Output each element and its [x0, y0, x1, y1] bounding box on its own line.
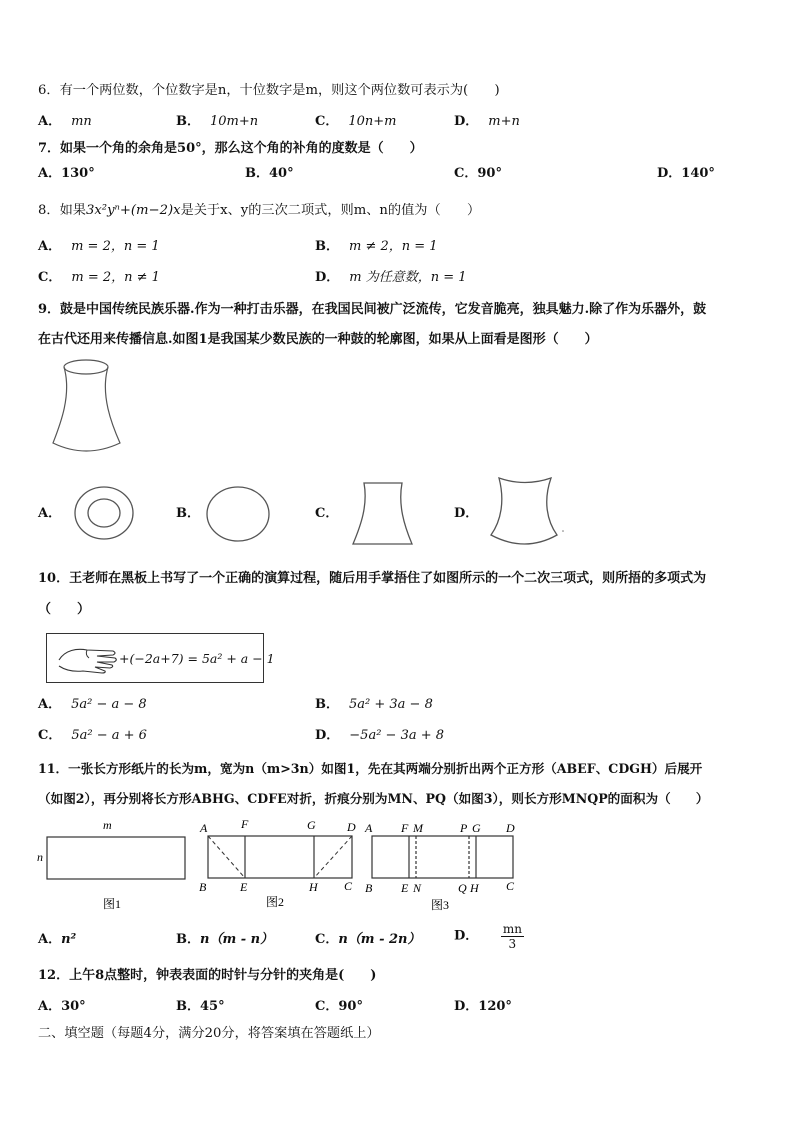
q10-box-expression: +(−2a+7) = 5a² + a − 1: [119, 651, 275, 666]
q6-option-b: B． 10m+n: [176, 114, 259, 129]
svg-text:F: F: [241, 817, 249, 831]
svg-text:F: F: [401, 821, 409, 835]
fig2-caption: 图2: [266, 895, 285, 909]
q8-option-d: D． m 为任意数，n = 1: [315, 270, 467, 285]
q7-stem: 7．如果一个角的余角是50°，那么这个角的补角的度数是（ ）: [38, 141, 423, 156]
svg-text:D: D: [506, 821, 515, 835]
q11-option-b: B．n（m - n）: [176, 932, 274, 947]
q9-line2: 在古代还用来传播信息.如图1是我国某少数民族的一种鼓的轮廓图，如果从上面看是图形（ ）: [38, 332, 598, 347]
svg-text:C: C: [344, 879, 353, 893]
q10-option-d: D． −5a² − 3a + 8: [315, 728, 445, 743]
q8-stem: 8．如果3x²yⁿ+(m−2)x是关于x、y的三次二项式，则m、n的值为（ ）: [38, 203, 481, 218]
q12-option-d: D．120°: [454, 999, 512, 1014]
svg-text:B: B: [199, 880, 207, 894]
q9-option-d-label: D．: [454, 506, 479, 521]
q10-option-a: A． 5a² − a − 8: [38, 697, 147, 712]
svg-text:G: G: [472, 821, 481, 835]
q9-option-c-label: C．: [315, 506, 339, 521]
q8-option-a: A． m = 2，n = 1: [38, 239, 160, 254]
q9-option-b-figure: [205, 485, 271, 543]
q10-line2: （ ）: [38, 602, 91, 617]
q11-option-c: C．n（m - 2n）: [315, 932, 421, 947]
hand-expression-box: [46, 633, 275, 683]
svg-text:B: B: [365, 881, 373, 895]
q11-option-d-fraction: $\frac{mn}{3}$: [502, 922, 522, 951]
q10-option-c: C． 5a² − a + 6: [38, 728, 147, 743]
svg-text:H: H: [470, 881, 479, 895]
svg-text:E: E: [240, 880, 248, 894]
q6-option-a: A． mn: [38, 114, 92, 129]
q9-option-b-label: B．: [176, 506, 200, 521]
q12-option-b: B．45°: [176, 999, 225, 1014]
q9-option-d-figure: [485, 473, 565, 553]
q12-option-a: A．30°: [38, 999, 86, 1014]
fig3-caption: 图3: [431, 898, 450, 912]
section-2-heading: 二、填空题（每题4分，满分20分，将答案填在答题纸上）: [38, 1026, 380, 1041]
q9-option-a-figure: [72, 484, 136, 544]
q7-option-c: C．90°: [454, 166, 502, 181]
svg-text:C: C: [506, 879, 515, 893]
fig1-caption: 图1: [103, 897, 122, 911]
q8-expression: 3x²yⁿ+(m−2)x: [85, 203, 181, 218]
svg-text:H: H: [309, 880, 318, 894]
svg-text:P: P: [460, 821, 468, 835]
q10-option-b: B． 5a² + 3a − 8: [315, 697, 433, 712]
q6-stem: 6．有一个两位数，个位数字是n，十位数字是m，则这个两位数可表示为( ): [38, 83, 500, 98]
q11-option-a: A．n²: [38, 932, 77, 947]
q11-figure-1: [36, 816, 196, 916]
q9-option-a-label: A．: [38, 506, 62, 521]
svg-text:N: N: [413, 881, 422, 895]
svg-text:A: A: [365, 821, 373, 835]
q6-option-c: C． 10n+m: [315, 114, 397, 129]
q11-line2: （如图2），再分别将长方形ABHG、CDFE对折，折痕分别为MN、PQ（如图3），则长方形MNQP的面积为（ ）: [38, 791, 709, 806]
q12-option-c: C．90°: [315, 999, 363, 1014]
q7-option-d: D．140°: [657, 166, 715, 181]
svg-text:Q: Q: [458, 881, 467, 895]
svg-text:D: D: [347, 820, 356, 834]
q11-line1: 11．一张长方形纸片的长为m，宽为n（m>3n）如图1，先在其两端分别折出两个正方形（ABEF、CDGH）后展开: [38, 761, 703, 776]
q7-option-b: B．40°: [245, 166, 294, 181]
q9-line1: 9．鼓是中国传统民族乐器.作为一种打击乐器，在我国民间被广泛流传，它发音脆亮，独具魅力.除了作为乐器外，鼓: [38, 302, 707, 317]
hand-icon: [57, 642, 119, 676]
q11-figure-2: [196, 816, 362, 916]
q11-figure-3: [362, 816, 528, 916]
q9-option-c-figure: [348, 480, 418, 550]
svg-text:E: E: [401, 881, 409, 895]
svg-text:A: A: [200, 821, 208, 835]
q6-option-d: D． m+n: [454, 114, 520, 129]
q12-stem: 12．上午8点整时，钟表表面的时针与分针的夹角是( ): [38, 968, 377, 983]
q8-option-b: B． m ≠ 2，n = 1: [315, 239, 438, 254]
fig1-label-n: n: [37, 850, 43, 864]
fig1-label-m: m: [103, 818, 112, 832]
q7-option-a: A．130°: [38, 166, 95, 181]
q11-option-d: D． $\frac{mn}{3}$: [454, 922, 522, 951]
q8-option-c: C． m = 2，n ≠ 1: [38, 270, 160, 285]
svg-text:M: M: [413, 821, 423, 835]
svg-text:G: G: [307, 818, 316, 832]
q10-line1: 10．王老师在黑板上书写了一个正确的演算过程，随后用手掌捂住了如图所示的一个二次三项式，则所捂的多项式为: [38, 571, 707, 586]
drum-figure-1: [48, 355, 128, 460]
